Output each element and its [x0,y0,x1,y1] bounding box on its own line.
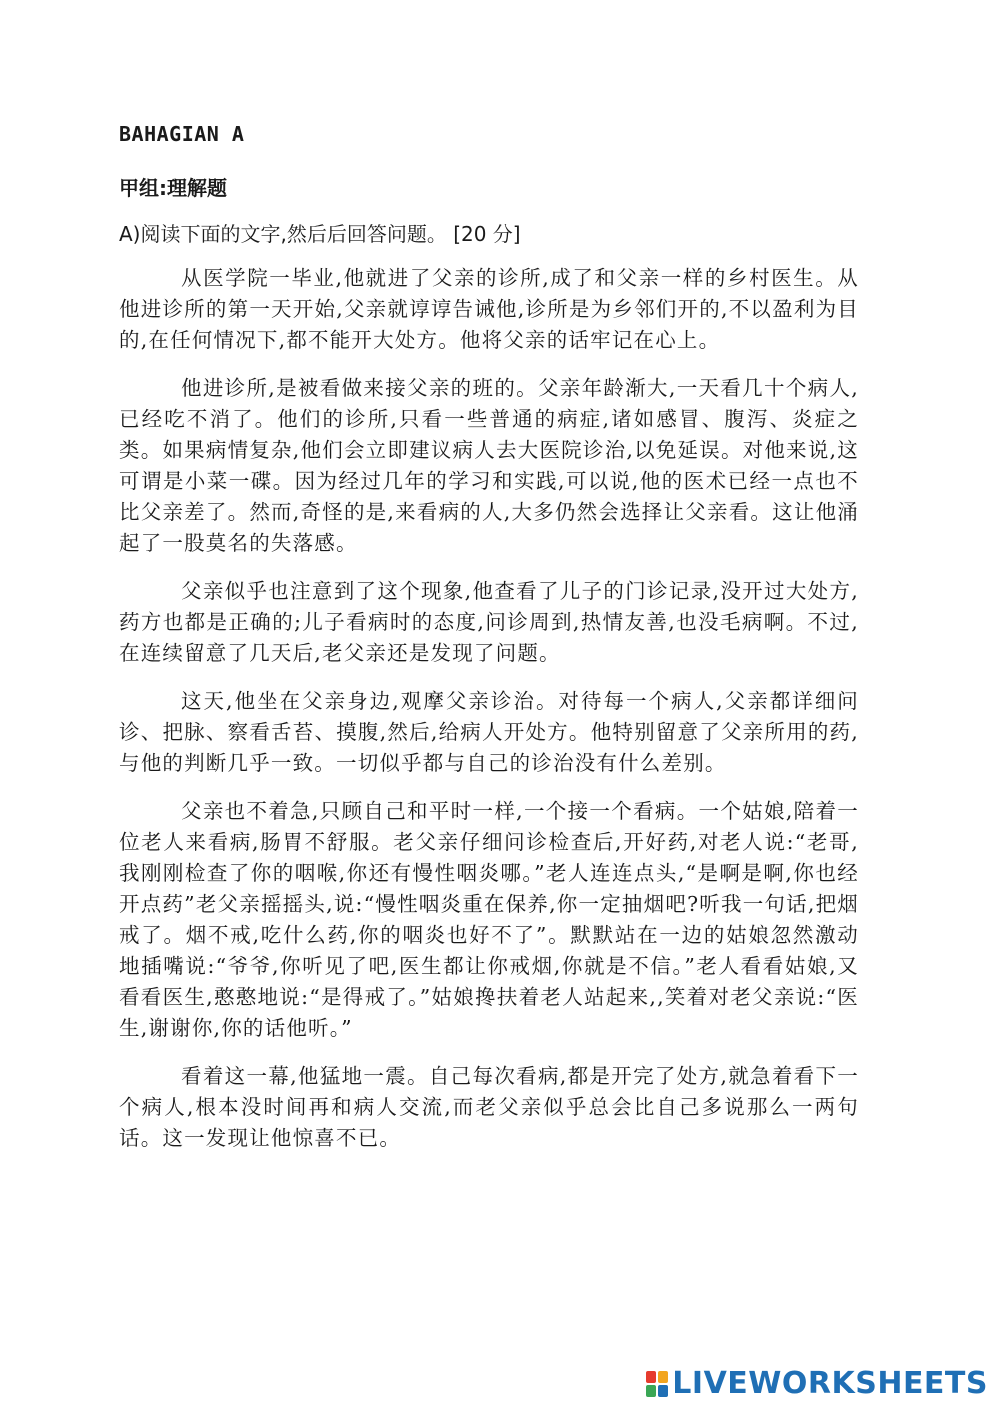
liveworksheets-logo-icon [646,1371,668,1397]
passage-paragraph: 这天,他坐在父亲身边,观摩父亲诊治。对待每一个病人,父亲都详细问诊、把脉、察看舌苔、摸腹,然后,给病人开处方。他特别留意了父亲所用的药,与他的判断几乎一致。一切似乎都与自己的诊治没有什么差别。 [119,689,859,775]
logo-text: LIVEWORKSHEETS [672,1366,988,1401]
logo-square-red [646,1371,656,1383]
logo-square-blue [658,1385,668,1397]
passage-paragraph: 他进诊所,是被看做来接父亲的班的。父亲年龄渐大,一天看几十个病人,已经吃不消了。他们的诊所,只看一些普通的病症,诸如感冒、腹泻、炎症之类。如果病情复杂,他们会立即建议病人去大医院诊治,以免延误。对他来说,这可谓是小菜一碟。因为经过几年的学习和实践,可以说,他的医术已经一点也不比父亲差了。然而,奇怪的是,来看病的人,大多仍然会选择让父亲看。这让他涌起了一股莫名的失落感。 [119,376,859,555]
reading-passage [119,263,859,1171]
instruction-text: A)阅读下面的文字,然后后回答问题。 [20 分] [119,222,521,246]
section-title: BAHAGIAN A [119,122,245,146]
passage-paragraph: 从医学院一毕业,他就进了父亲的诊所,成了和父亲一样的乡村医生。从他进诊所的第一天开始,父亲就谆谆告诫他,诊所是为乡邻们开的,不以盈利为目的,在任何情况下,都不能开大处方。他将父亲的话牢记在心上。 [119,266,859,352]
passage-paragraph: 父亲似乎也注意到了这个现象,他查看了儿子的门诊记录,没开过大处方,药方也都是正确的;儿子看病时的态度,问诊周到,热情友善,也没毛病啊。不过,在连续留意了几天后,老父亲还是发现了问题。 [119,579,859,665]
liveworksheets-logo[interactable] [646,1366,988,1401]
passage-paragraph: 父亲也不着急,只顾自己和平时一样,一个接一个看病。一个姑娘,陪着一位老人来看病,肠胃不舒服。老父亲仔细问诊检查后,开好药,对老人说:“老哥,我刚刚检查了你的咽喉,你还有慢性咽炎哪。”老人连连点头,“是啊是啊,你也经开点药”老父亲摇摇头,说:“慢性咽炎重在保养,你一定抽烟吧?听我一句话,把烟戒了。烟不戒,吃什么药,你的咽炎也好不了”。默默站在一边的姑娘忽然激动地插嘴说:“爷爷,你听见了吧,医生都让你戒烟,你就是不信。”老人看看姑娘,又看看医生,憨憨地说:“是得戒了。”姑娘搀扶着老人站起来,,笑着对老父亲说:“医生,谢谢你,你的话他听。” [119,799,859,1040]
passage-paragraph: 看着这一幕,他猛地一震。自己每次看病,都是开完了处方,就急着看下一个病人,根本没时间再和病人交流,而老父亲似乎总会比自己多说那么一两句话。这一发现让他惊喜不已。 [119,1064,859,1150]
logo-square-green [646,1385,656,1397]
group-title: 甲组:理解题 [119,176,227,200]
logo-square-yellow [658,1371,668,1383]
